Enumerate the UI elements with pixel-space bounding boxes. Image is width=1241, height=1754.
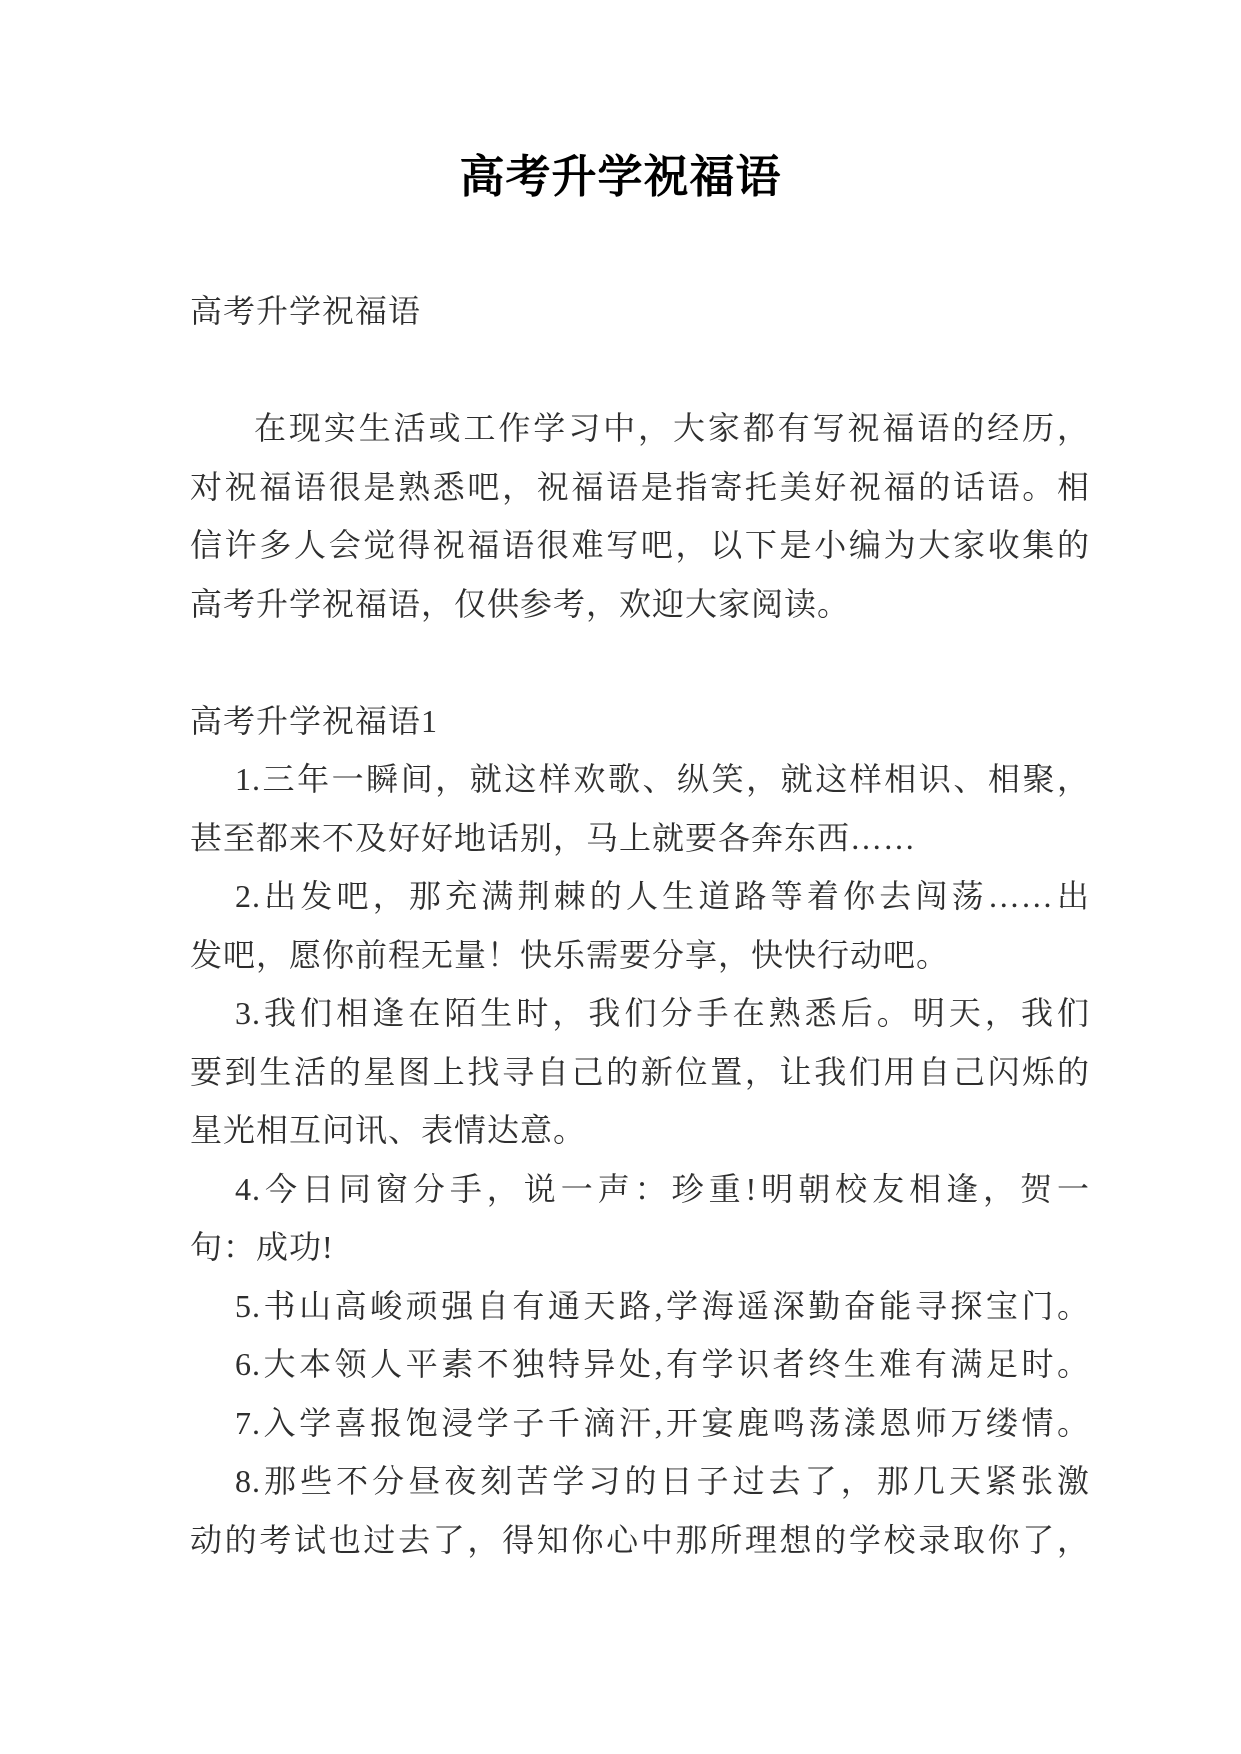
document-body (190, 282, 1090, 1569)
intro-line-3: 信许多人会觉得祝福语很难写吧，以下是小编为大家收集的 (190, 527, 1090, 563)
item-3-line-1: 3.我们相逢在陌生时，我们分手在熟悉后。明天，我们 (235, 995, 1090, 1031)
section-heading: 高考升学祝福语1 (190, 702, 439, 739)
intro-line-4: 高考升学祝福语，仅供参考，欢迎大家阅读。 (190, 585, 851, 622)
item-2-line-2: 发吧，愿你前程无量！快乐需要分享，快快行动吧。 (190, 936, 950, 973)
item-4-line-1: 4.今日同窗分手，说一声：珍重!明朝校友相逢，贺一 (235, 1170, 1090, 1207)
document-title: 高考升学祝福语 (459, 152, 782, 202)
blank-line (190, 633, 1090, 692)
item-7-line-1: 7.入学喜报饱浸学子千滴汗,开宴鹿鸣荡漾恩师万缕情。 (235, 1404, 1090, 1441)
item-3-line-2: 要到生活的星图上找寻自己的新位置，让我们用自己闪烁的 (190, 1053, 1090, 1090)
item-6-line-1: 6.大本领人平素不独特异处,有学识者终生难有满足时。 (235, 1346, 1090, 1382)
intro-line-2: 对祝福语很是熟悉吧，祝福语是指寄托美好祝福的话语。相 (190, 468, 1090, 505)
item-5-line-1: 5.书山高峻顽强自有通天路,学海遥深勤奋能寻探宝门。 (235, 1287, 1090, 1324)
item-1-line-2: 甚至都来不及好好地话别，马上就要各奔东西…… (190, 819, 917, 856)
item-8-line-2: 动的考试也过去了，得知你心中那所理想的学校录取你了， (190, 1521, 1090, 1558)
blank-line (190, 341, 1090, 400)
item-3-line-3: 星光相互问讯、表情达意。 (190, 1112, 587, 1148)
item-1-line-1: 1.三年一瞬间，就这样欢歌、纵笑，就这样相识、相聚， (235, 761, 1090, 797)
document-subtitle: 高考升学祝福语 (190, 293, 422, 329)
item-8-line-1: 8.那些不分昼夜刻苦学习的日子过去了，那几天紧张激 (235, 1463, 1090, 1499)
item-4-line-2: 句：成功! (190, 1229, 334, 1265)
item-2-line-1: 2.出发吧，那充满荆棘的人生道路等着你去闯荡……出 (235, 878, 1090, 914)
intro-line-1: 在现实生活或工作学习中，大家都有写祝福语的经历， (254, 410, 1090, 446)
